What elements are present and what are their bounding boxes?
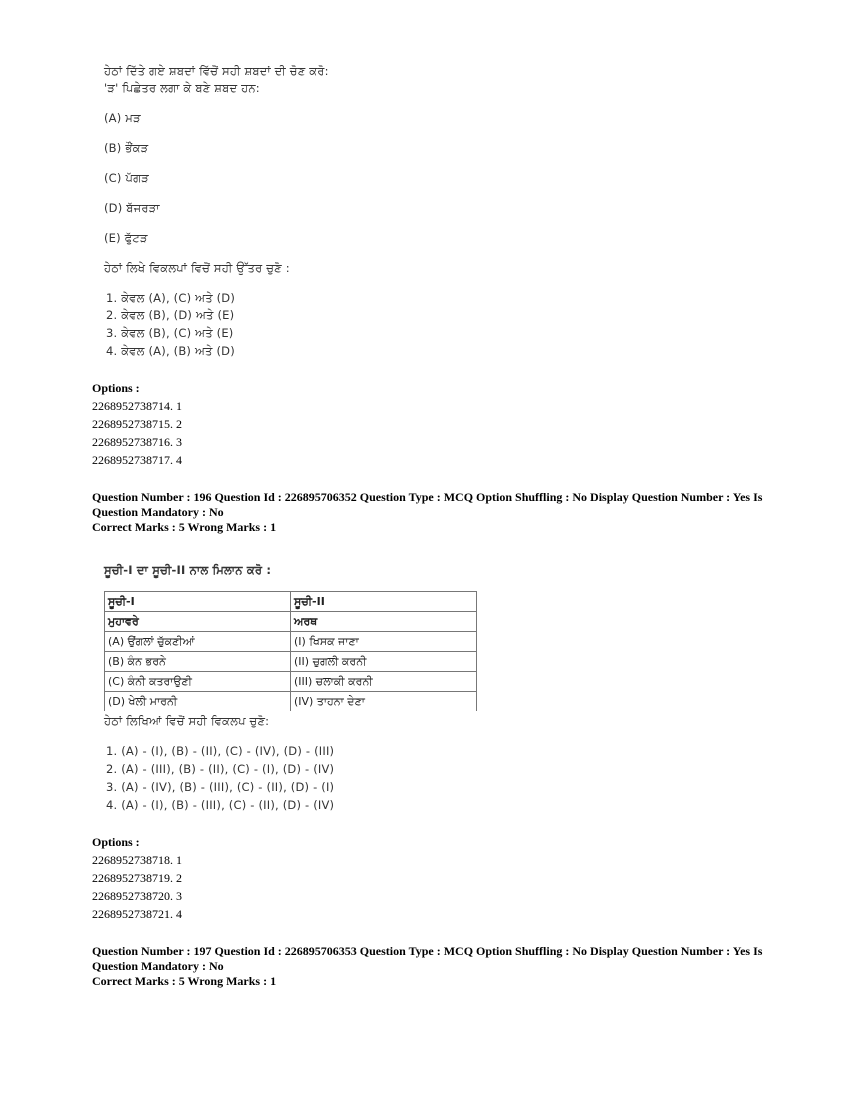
q196-option-3: 2268952738720. 3 bbox=[92, 889, 182, 903]
q195-choose-text: ਹੇਠਾਂ ਲਿਖੇ ਵਿਕਲਪਾਂ ਵਿਚੋਂ ਸਹੀ ਉੱਤਰ ਚੁਣੋ : bbox=[104, 261, 290, 275]
q195-choice-1: 1. ਕੇਵਲ (A), (C) ਅਤੇ (D) bbox=[106, 291, 236, 305]
q195-item-c: (C) ਪੱਗੜ bbox=[104, 171, 149, 185]
q196-choice-4: 4. (A) - (I), (B) - (III), (C) - (II), (D) - (IV) bbox=[106, 798, 335, 812]
q195-choice-2: 2. ਕੇਵਲ (B), (D) ਅਤੇ (E) bbox=[106, 308, 235, 322]
q195-option-1: 2268952738714. 1 bbox=[92, 399, 182, 413]
col1-subheader: ਮੁਹਾਵਰੇ bbox=[105, 612, 291, 632]
col2-subheader: ਅਰਥ bbox=[291, 612, 477, 632]
q195-item-b: (B) ਭੌਂਕੜ bbox=[104, 141, 149, 155]
table-cell-left: (C) ਕੰਨੀ ਕਤਰਾਉਣੀ bbox=[105, 672, 291, 692]
q196-meta-line-2: Correct Marks : 5 Wrong Marks : 1 bbox=[92, 520, 277, 534]
table-cell-right: (III) ਚਲਾਕੀ ਕਰਨੀ bbox=[291, 672, 477, 692]
q195-option-2: 2268952738715. 2 bbox=[92, 417, 182, 431]
table-cell-left: (B) ਕੰਨ ਭਰਨੇ bbox=[105, 652, 291, 672]
q196-option-4: 2268952738721. 4 bbox=[92, 907, 182, 921]
table-cell-left: (A) ਉਂਗਲਾਂ ਚੁੱਕਣੀਆਂ bbox=[105, 632, 291, 652]
table-cell-left: (D) ਖੇਲੀ ਮਾਰਨੀ bbox=[105, 692, 291, 712]
q197-meta-line-1: Question Number : 197 Question Id : 226895706353 Question Type : MCQ Option Shuffling : No Display Question Number : Yes Is Question Mandatory : No bbox=[92, 944, 763, 973]
table-row bbox=[105, 632, 477, 652]
table-row bbox=[105, 692, 477, 712]
q196-instruction: ਸੂਚੀ-I ਦਾ ਸੂਚੀ-II ਨਾਲ ਮਿਲਾਨ ਕਰੋ : bbox=[104, 563, 272, 577]
q196-meta bbox=[92, 490, 772, 535]
q196-option-2: 2268952738719. 2 bbox=[92, 871, 182, 885]
q196-choice-3: 3. (A) - (IV), (B) - (III), (C) - (II), (D) - (I) bbox=[106, 780, 335, 794]
q195-option-4: 2268952738717. 4 bbox=[92, 453, 182, 467]
q195-choice-4: 4. ਕੇਵਲ (A), (B) ਅਤੇ (D) bbox=[106, 344, 235, 358]
q196-choice-2: 2. (A) - (III), (B) - (II), (C) - (I), (D) - (IV) bbox=[106, 762, 335, 776]
table-header-row bbox=[105, 592, 477, 612]
q196-options-label: Options : bbox=[92, 835, 140, 849]
q195-item-a: (A) ਮੜ bbox=[104, 111, 141, 125]
q195-item-e: (E) ਫੁੱਟੜ bbox=[104, 231, 148, 245]
table-row bbox=[105, 652, 477, 672]
q197-meta bbox=[92, 944, 772, 989]
q195-instruction-1: ਹੇਠਾਂ ਦਿੱਤੇ ਗਏ ਸ਼ਬਦਾਂ ਵਿੱਚੋਂ ਸਹੀ ਸ਼ਬਦਾਂ ਦੀ ਚੋਣ ਕਰੋ: bbox=[104, 64, 329, 78]
q195-item-d: (D) ਬੱਜਰੜਾ bbox=[104, 201, 160, 215]
q195-option-3: 2268952738716. 3 bbox=[92, 435, 182, 449]
table-cell-right: (IV) ਤਾਹਨਾ ਦੇਣਾ bbox=[291, 692, 477, 712]
table-cell-right: (I) ਖਿਸਕ ਜਾਣਾ bbox=[291, 632, 477, 652]
table-subheader-row bbox=[105, 612, 477, 632]
q195-choice-3: 3. ਕੇਵਲ (B), (C) ਅਤੇ (E) bbox=[106, 326, 234, 340]
q195-options-label: Options : bbox=[92, 381, 140, 395]
q196-option-1: 2268952738718. 1 bbox=[92, 853, 182, 867]
match-table bbox=[104, 591, 477, 711]
q195-instruction-2: 'ੜ' ਪਿਛੇਤਰ ਲਗਾ ਕੇ ਬਣੇ ਸ਼ਬਦ ਹਨ: bbox=[104, 81, 260, 95]
q196-choice-1: 1. (A) - (I), (B) - (II), (C) - (IV), (D) - (III) bbox=[106, 744, 335, 758]
col2-header: ਸੂਚੀ-II bbox=[291, 592, 477, 612]
q197-meta-line-2: Correct Marks : 5 Wrong Marks : 1 bbox=[92, 974, 277, 988]
table-row bbox=[105, 672, 477, 692]
col1-header: ਸੂਚੀ-I bbox=[105, 592, 291, 612]
q196-choose-text: ਹੇਠਾਂ ਲਿਖਿਆਂ ਵਿਚੋਂ ਸਹੀ ਵਿਕਲਪ ਚੁਣੋ: bbox=[104, 714, 270, 728]
q196-meta-line-1: Question Number : 196 Question Id : 226895706352 Question Type : MCQ Option Shuffling : No Display Question Number : Yes Is Question Mandatory : No bbox=[92, 490, 763, 519]
table-cell-right: (II) ਚੁਗਲੀ ਕਰਨੀ bbox=[291, 652, 477, 672]
